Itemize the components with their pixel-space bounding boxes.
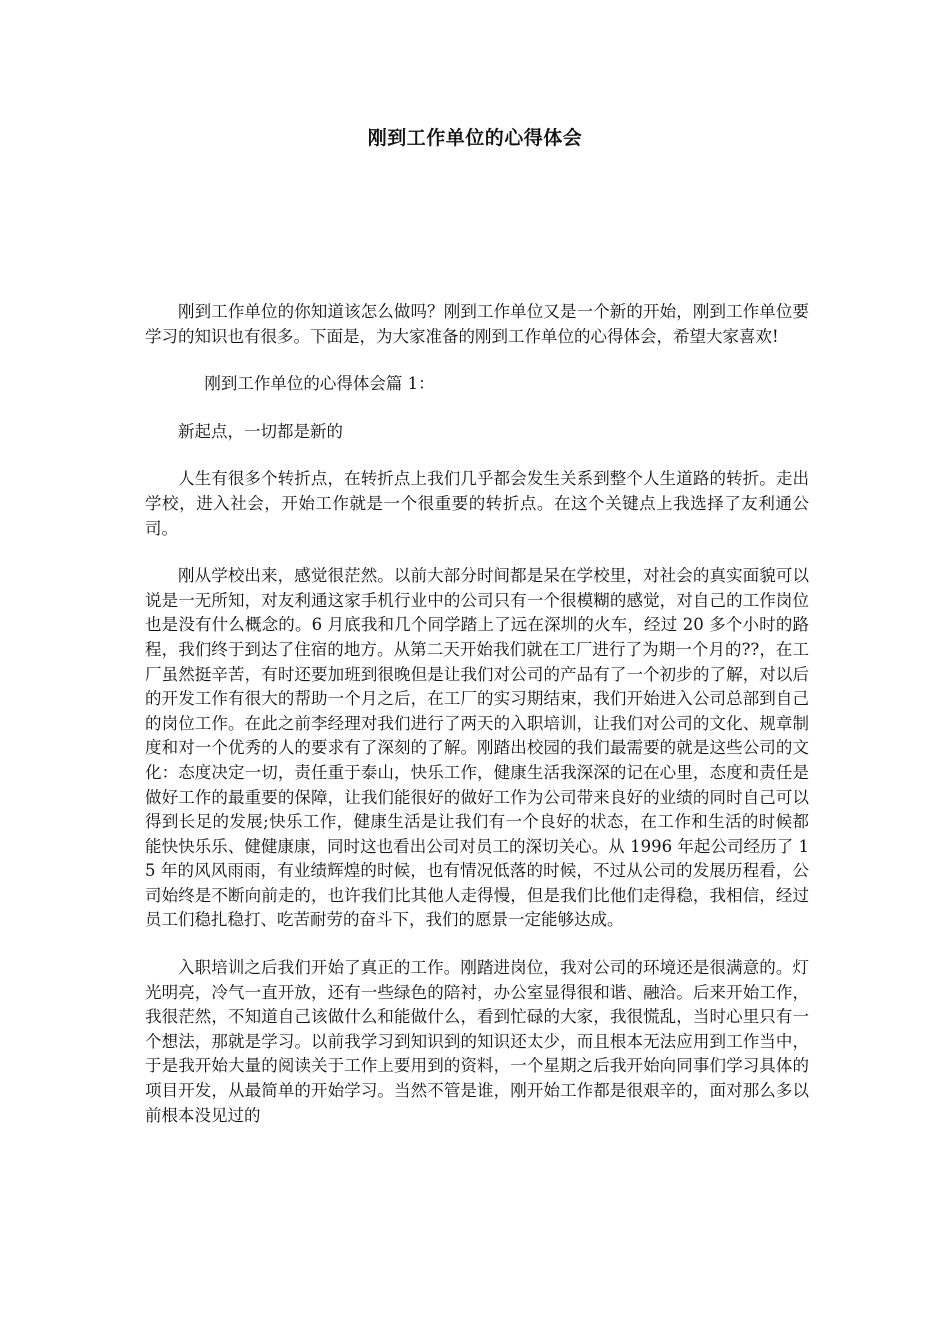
body-paragraph: 人生有很多个转折点，在转折点上我们几乎都会发生关系到整个人生道路的转折。走出学校，进入社会，开始工作就是一个很重要的转折点。在这个关键点上我选择了友利通公司。: [145, 469, 809, 538]
document-title: 刚到工作单位的心得体会: [367, 127, 583, 149]
document-body: [145, 300, 809, 1151]
section-heading: 刚到工作单位的心得体会篇 1：: [204, 374, 435, 394]
body-paragraph: 刚从学校出来，感觉很茫然。以前大部分时间都是呆在学校里，对社会的真实面貌可以说是一无所知，对友利通这家手机行业中的公司只有一个很模糊的感觉，对自己的工作岗位也是没有什么概念的。6 月底我和几个同学踏上了远在深圳的火车，经过 20 多个小时的路程，我们终于到达了住宿的地方。从第二天开始我们就在工厂进行了为期一个月的??，在工厂虽然挺辛苦，有时还要加班到很晚但是让我们对公司的产品有了一个初步的了解，对以后的开发工作有很大的帮助一个月之后，在工厂的实习期结束，我们开始进入公司总部到自己的岗位工作。在此之前李经理对我们进行了两天的入职培训，让我们对公司的文化、规章制度和对一个优秀的人的要求有了深刻的了解。刚踏出校园的我们最需要的就是这些公司的文化：态度决定一切，责任重于泰山，快乐工作，健康生活我深深的记在心里，态度和责任是做好工作的最重要的保障，让我们能很好的做好工作为公司带来良好的业绩的同时自己可以得到长足的发展;快乐工作，健康生活是让我们有一个良好的状态，在工作和生活的时候都能快快乐乐、健健康康，同时这也看出公司对员工的深切关心。从 1996 年起公司经历了 15 年的风风雨雨，有业绩辉煌的时候，也有情况低落的时候，不过从公司的发展历程看，公司始终是不断向前走的，也许我们比其他人走得慢，但是我们比他们走得稳，我相信，经过员工们稳扎稳打、吃苦耐劳的奋斗下，我们的愿景一定能够达成。: [145, 566, 809, 930]
body-paragraph: 入职培训之后我们开始了真正的工作。刚踏进岗位，我对公司的环境还是很满意的。灯光明亮，冷气一直开放，还有一些绿色的陪衬，办公室显得很和谐、融洽。后来开始工作，我很茫然，不知道自己该做什么和能做什么，看到忙碌的大家，我很慌乱，当时心里只有一个想法，那就是学习。以前我学习到知识到的知识还太少，而且根本无法应用到工作当中，于是我开始大量的阅读关于工作上要用到的资料，一个星期之后我开始向同事们学习具体的项目开发，从最简单的开始学习。当然不管是谁，刚开始工作都是很艰辛的，面对那么多以前根本没见过的: [145, 958, 809, 1125]
subheading: 新起点，一切都是新的: [178, 421, 343, 441]
intro-paragraph: 刚到工作单位的你知道该怎么做吗？刚到工作单位又是一个新的开始，刚到工作单位要学习的知识也有很多。下面是，为大家准备的刚到工作单位的心得体会，希望大家喜欢!: [145, 302, 809, 346]
